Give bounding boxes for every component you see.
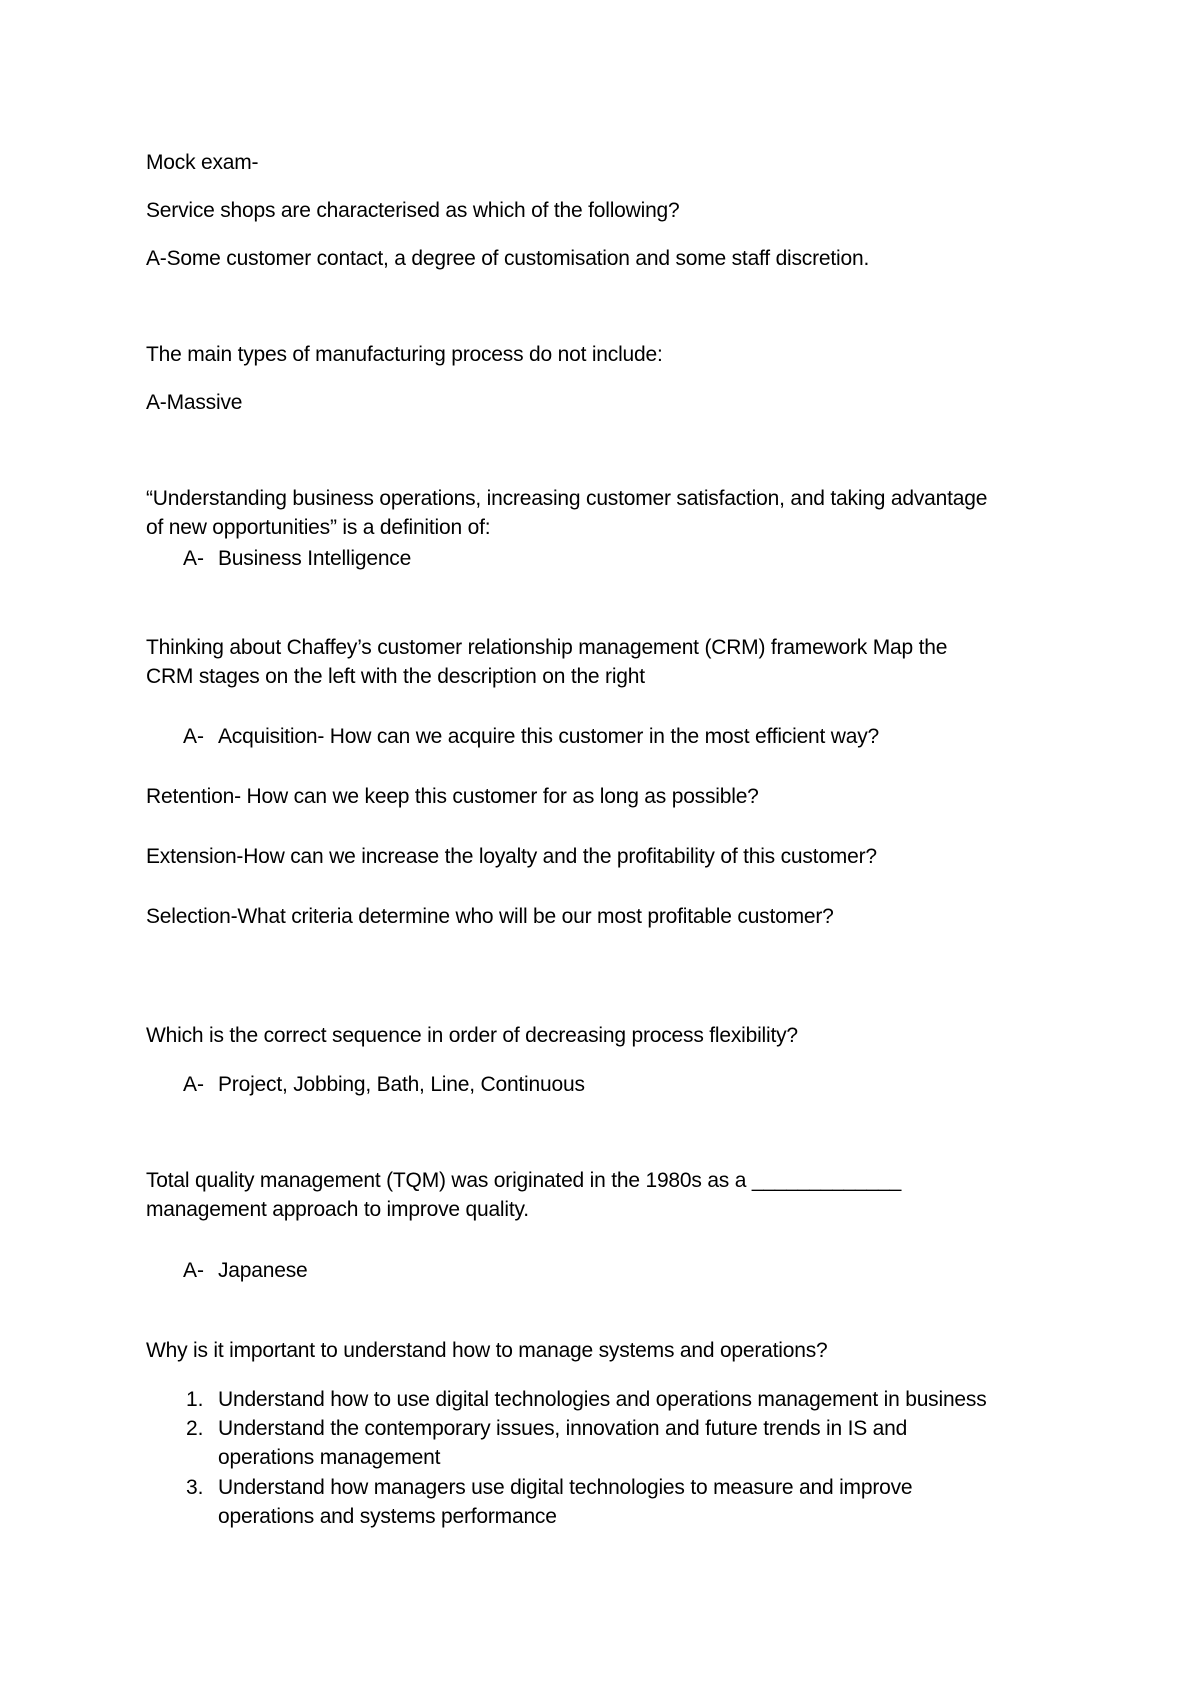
q4-retention: Retention- How can we keep this customer for as long as possible?: [146, 785, 759, 808]
q2-question: The main types of manufacturing process do not include:: [146, 343, 663, 366]
q4-answer-marker: A-: [183, 725, 204, 748]
document-title: Mock exam-: [146, 151, 259, 174]
q1-question: Service shops are characterised as which of the following?: [146, 199, 680, 222]
q7-item-1-number: 1.: [186, 1388, 204, 1411]
q7-item-2-number: 2.: [186, 1417, 204, 1440]
q4-selection: Selection-What criteria determine who will be our most profitable customer?: [146, 905, 834, 928]
q4-extension: Extension-How can we increase the loyalty and the profitability of this customer?: [146, 845, 877, 868]
q6-question-line1: Total quality management (TQM) was originated in the 1980s as a _____________: [146, 1169, 902, 1192]
q5-question: Which is the correct sequence in order of decreasing process flexibility?: [146, 1024, 798, 1047]
q3-answer-marker: A-: [183, 547, 204, 570]
q4-question-line2: CRM stages on the left with the description on the right: [146, 665, 645, 688]
q7-item-3-number: 3.: [186, 1476, 204, 1499]
q5-answer-marker: A-: [183, 1073, 204, 1096]
q3-question-line1: “Understanding business operations, increasing customer satisfaction, and taking advantage: [146, 487, 988, 510]
q3-answer: Business Intelligence: [218, 547, 412, 570]
q7-item-3-text-line2: operations and systems performance: [218, 1505, 557, 1528]
q7-item-2-text-line1: Understand the contemporary issues, innovation and future trends in IS and: [218, 1417, 908, 1440]
q4-answer-acquisition: Acquisition- How can we acquire this customer in the most efficient way?: [218, 725, 880, 748]
q7-item-1-text: Understand how to use digital technologies and operations management in business: [218, 1388, 987, 1411]
q1-answer: A-Some customer contact, a degree of customisation and some staff discretion.: [146, 247, 870, 270]
q7-item-3-text-line1: Understand how managers use digital technologies to measure and improve: [218, 1476, 913, 1499]
q6-question-line2: management approach to improve quality.: [146, 1198, 529, 1221]
q6-answer-marker: A-: [183, 1259, 204, 1282]
q7-question: Why is it important to understand how to manage systems and operations?: [146, 1339, 828, 1362]
q4-question-line1: Thinking about Chaffey’s customer relationship management (CRM) framework Map the: [146, 636, 948, 659]
q7-item-2-text-line2: operations management: [218, 1446, 441, 1469]
q6-answer: Japanese: [218, 1259, 308, 1282]
q2-answer: A-Massive: [146, 391, 243, 414]
q5-answer: Project, Jobbing, Bath, Line, Continuous: [218, 1073, 585, 1096]
q3-question-line2: of new opportunities” is a definition of:: [146, 516, 491, 539]
